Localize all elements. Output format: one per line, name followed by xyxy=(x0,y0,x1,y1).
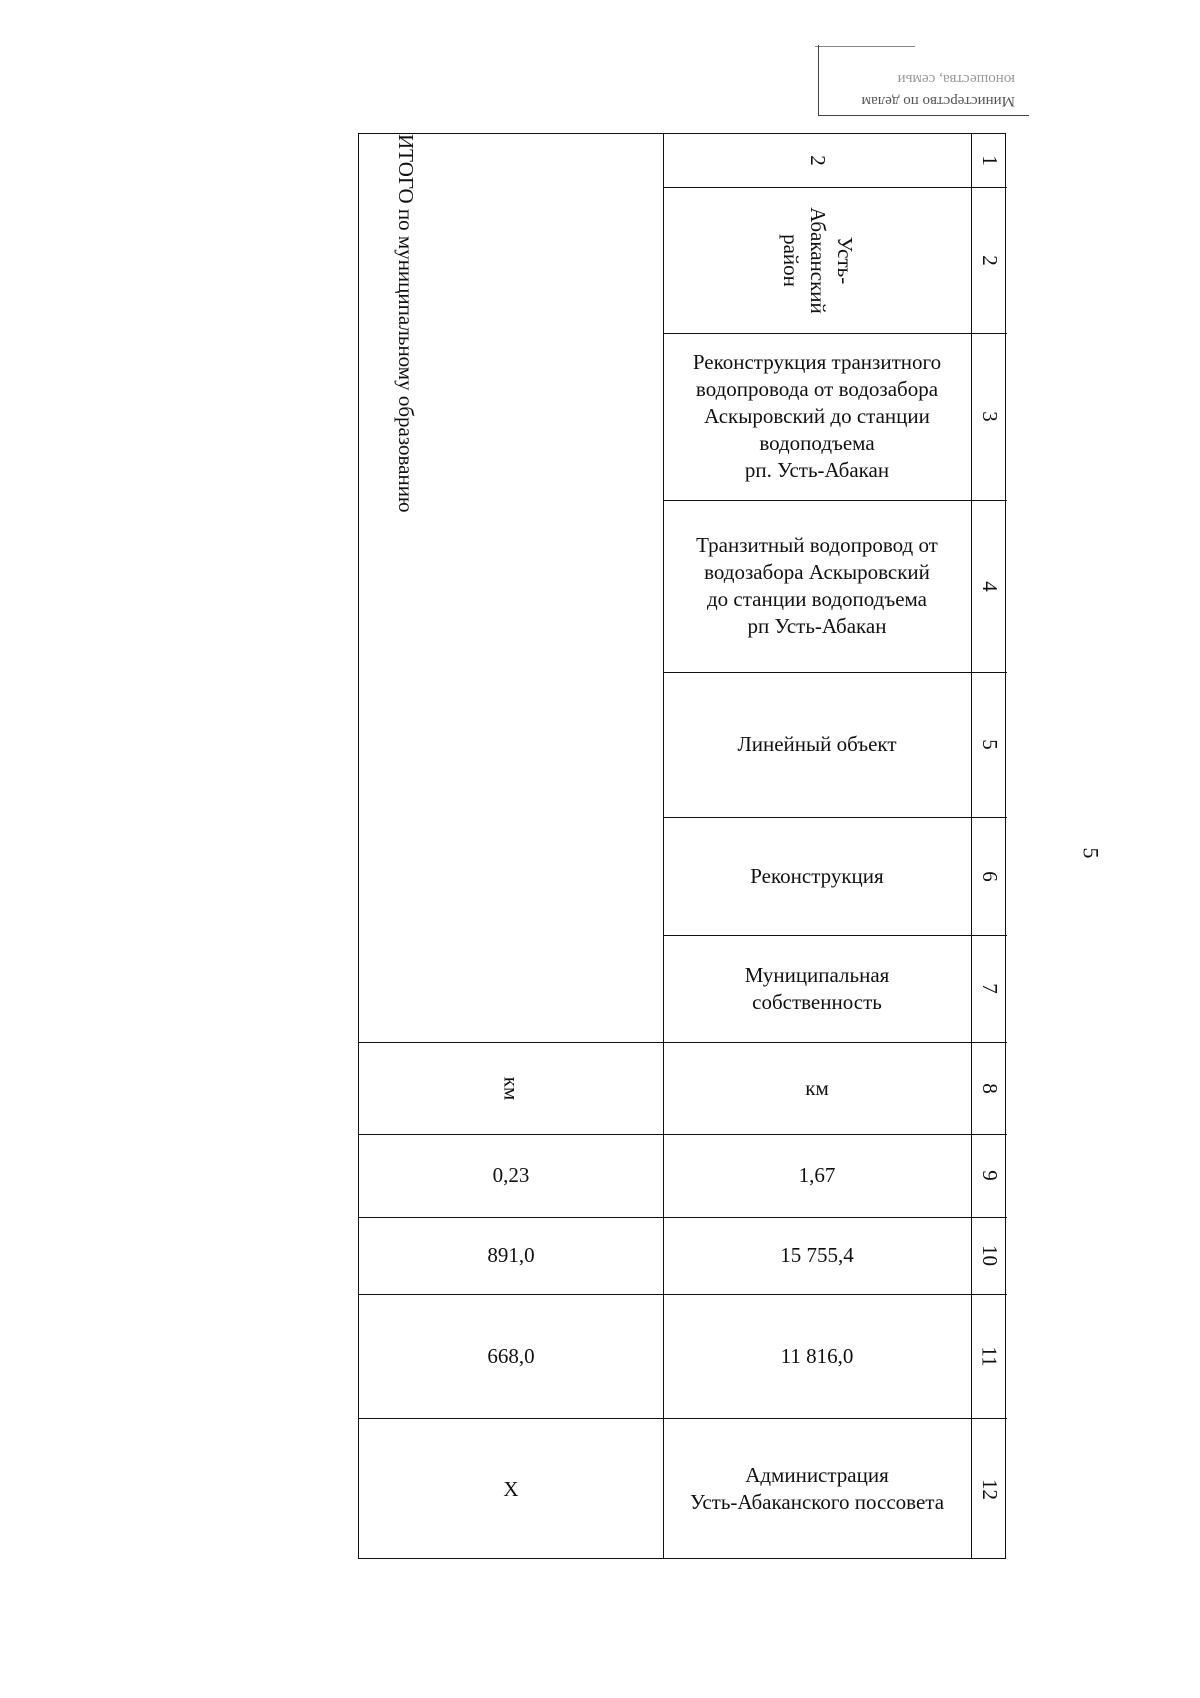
registration-stamp xyxy=(818,45,1029,116)
cell-total-customer: Х xyxy=(503,1476,519,1501)
stamp-line-1: Министерство по делам xyxy=(861,93,1015,109)
cell-unit: км xyxy=(805,1075,829,1100)
col-number-1: 1 xyxy=(977,155,1002,166)
cell-capacity: 1,67 xyxy=(798,1163,836,1187)
stamp-line-2: юношества, семьи xyxy=(897,71,1015,87)
cell-budget: 11 816,0 xyxy=(780,1343,854,1368)
col-number-12: 12 xyxy=(977,1478,1002,1500)
col-number-7: 7 xyxy=(977,983,1002,994)
cell-work-type: Реконструкция xyxy=(750,863,884,888)
col-number-8: 8 xyxy=(977,1082,1002,1094)
cell-total-budget: 668,0 xyxy=(487,1343,535,1368)
col-number-5: 5 xyxy=(977,739,1002,750)
cell-total-unit: км xyxy=(499,1076,524,1100)
col-number-6: 6 xyxy=(977,870,1002,882)
cell-total-label: ИТОГО по муниципальному образованию xyxy=(394,134,418,513)
col-number-3: 3 xyxy=(977,411,1002,422)
cell-object-type: Линейный объект xyxy=(737,732,897,756)
col-number-10: 10 xyxy=(977,1245,1002,1266)
col-number-2: 2 xyxy=(977,254,1002,266)
table xyxy=(358,133,1006,1559)
col-number-9: 9 xyxy=(977,1170,1002,1181)
cell-customer: Администрация Усть-Абаканского поссовета xyxy=(689,1463,945,1514)
cell-event-name: Реконструкция транзитного водопровода от водозабора Аскыровский до станции водоподъема рп. Усть-Абакан xyxy=(692,350,942,482)
cell-row-number: 2 xyxy=(805,155,830,166)
cell-total-cost: 891,0 xyxy=(487,1243,535,1267)
col-number-4: 4 xyxy=(977,580,1002,592)
col-number-11: 11 xyxy=(977,1345,1002,1367)
cell-district: Усть- Абаканский район xyxy=(778,206,857,314)
cell-total-capacity: 0,23 xyxy=(492,1163,530,1187)
cell-object-name: Транзитный водопровод от водозабора Аскыровский до станции водоподъема рп Усть-Абакан xyxy=(696,533,938,638)
page-number: 5 xyxy=(1078,847,1104,859)
cell-ownership: Муниципальная собственность xyxy=(744,962,890,1014)
cell-total-cost: 15 755,4 xyxy=(780,1243,854,1267)
